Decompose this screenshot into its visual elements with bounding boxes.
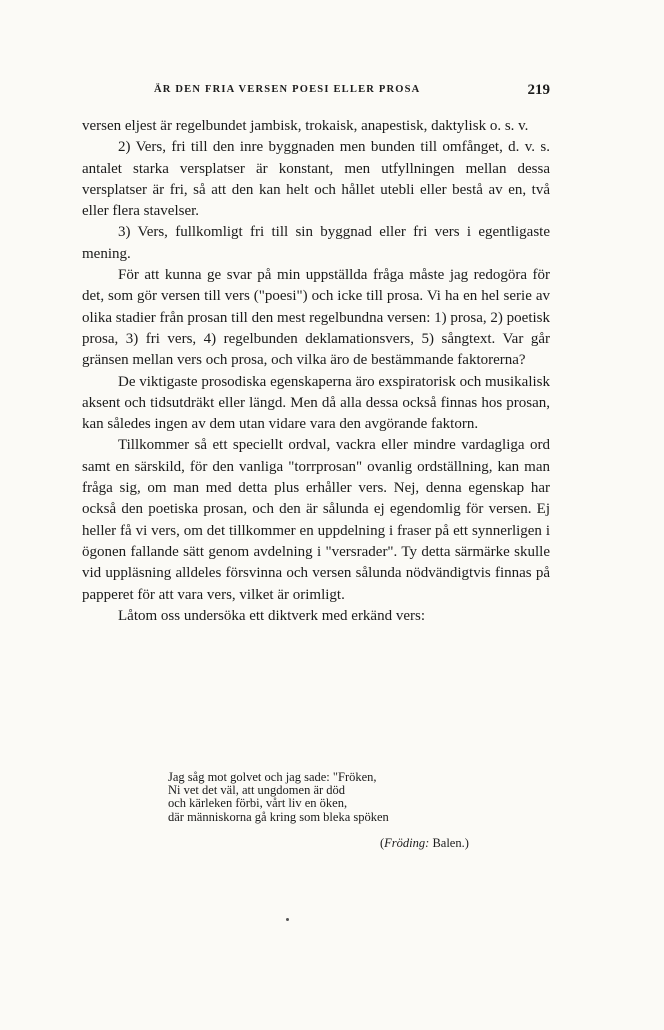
body-text	[82, 116, 550, 627]
poem-line: Jag såg mot golvet och jag sade: "Fröken,	[168, 770, 377, 784]
page-header	[82, 82, 550, 102]
poem-line: Ni vet det väl, att ungdomen är död	[168, 783, 346, 798]
running-title: ÄR DEN FRIA VERSEN POESI ELLER PROSA	[154, 84, 421, 95]
paragraph-item-2: 2) Vers, fri till den inre byggnaden men bunden till omfånget, d. v. s. antalet starka versplatser är konstant, men utfyllningen mellan dessa versplatser är fri, så att den kan helt och hållet utebli eller bestå av en, två eller flera stavelser.	[82, 139, 550, 220]
paragraph-continuation: versen eljest är regelbundet jambisk, trokaisk, anapestisk, daktylisk o. s. v.	[82, 118, 529, 134]
poem-attribution	[380, 836, 469, 851]
attribution-work: Balen.)	[429, 836, 469, 850]
paragraph-prosody: De viktigaste prosodiska egenskaperna äro exspiratorisk och musikalisk aksent och tidsutdräkt eller längd. Men då alla dessa också finnas hos prosan, kan således ingen av dem utan vidare vara den avgörande faktorn.	[82, 373, 550, 433]
attribution-open-paren: (	[380, 836, 385, 850]
print-speck	[286, 918, 289, 921]
paragraph-stages: För att kunna ge svar på min uppställda fråga måste jag redogöra för det, som gör versen till vers ("poesi") och icke till prosa. Vi ha en hel serie av olika stadier från prosan till den mest regelbundna versen: 1) prosa, 2) poetisk prosa, 3) fri vers, 4) regelbunden deklamationsvers, 5) sångtext. Var går gränsen mellan vers och prosa, och vilka äro de bestämmande faktorerna?	[82, 267, 550, 369]
poem-line: och kärleken förbi, vårt liv en öken,	[168, 796, 348, 811]
page-number: 219	[527, 82, 550, 98]
paragraph-item-3: 3) Vers, fullkomligt fri till sin byggnad eller fri vers i egentligaste mening.	[82, 224, 550, 262]
poem-quote	[168, 771, 468, 824]
paragraph-examine: Låtom oss undersöka ett diktverk med erkänd vers:	[118, 607, 426, 624]
attribution-author: Fröding:	[384, 836, 430, 850]
poem-line: där människorna gå kring som bleka spöken	[168, 809, 389, 824]
paragraph-word-choice: Tillkommer så ett speciellt ordval, vackra eller mindre vardagliga ord samt en särskild, för den vanliga "torrprosan" ovanlig ordställning, kan man fråga sig, om man med detta plus erhåller vers. Nej, denna egenskap har också den poetiska prosan, och den är sålunda ej egendomlig för versen. Ej heller få vi vers, om det tillkommer en uppdelning i fraser på ett synnerligen i ögonen fallande sätt genom avdelning i "versrader". Ty detta särmärke skulle vid uppläsning alldeles försvinna och versen sålunda nödvändigtvis finnas på papperet för att vara vers, vilket är orimligt.	[82, 437, 550, 603]
